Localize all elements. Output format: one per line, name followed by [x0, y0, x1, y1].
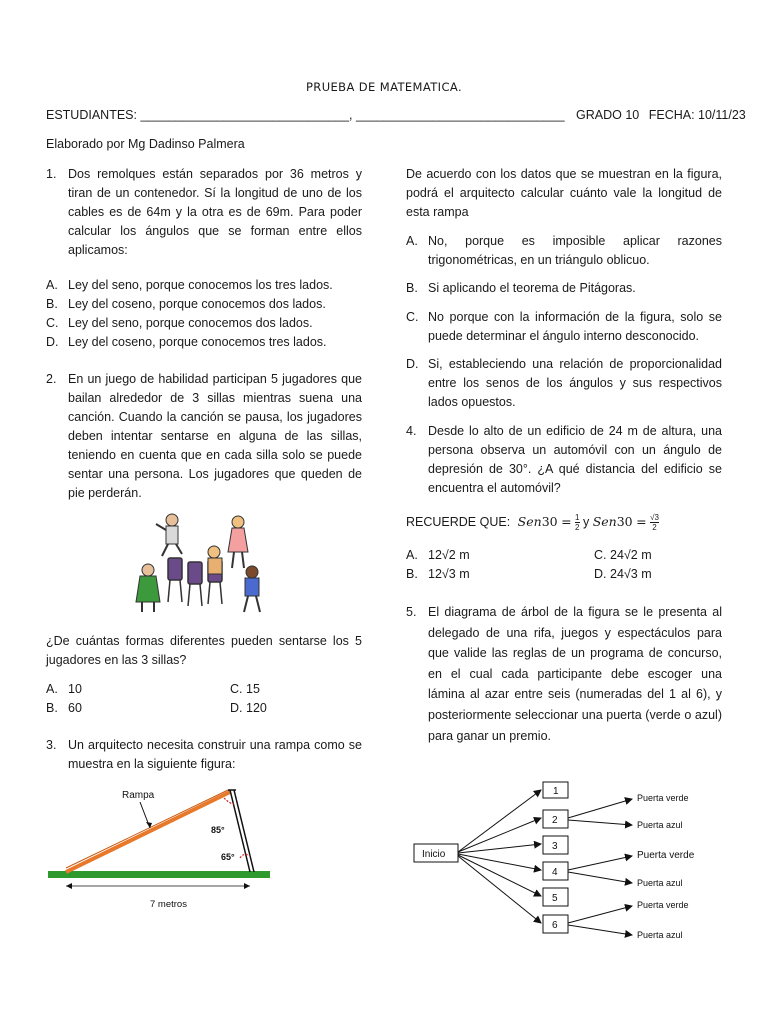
tree-node-6 — [543, 915, 568, 933]
tree-diagram — [410, 780, 730, 942]
ramp-line — [66, 792, 230, 872]
option-letter: C. — [406, 310, 419, 324]
option-text: Ley del seno, porque conocemos dos lados. — [68, 316, 313, 330]
question-number: 1. — [46, 167, 57, 181]
tree-node-1 — [543, 782, 568, 798]
door-label: Puerta verde — [637, 900, 689, 910]
equals-sign: = — [561, 514, 572, 529]
fraction-half — [575, 513, 579, 532]
door-label: Puerta verde — [637, 850, 695, 861]
header-line — [46, 108, 746, 122]
numerator: 1 — [575, 513, 580, 523]
ground-bar — [48, 871, 270, 878]
option-text: 24√2 m — [610, 548, 652, 562]
question-text: ¿De cuántas formas diferentes pueden sentarse los 5 jugadores en las 3 sillas? — [46, 634, 362, 667]
question-text: El diagrama de árbol de la figura se le presenta al delegado de una rifa, juegos y espectáculos para que valide las reglas de un programa de concurso, en el cual cada participante debe escoger una lámina al azar entre seis (numeradas del 1 al 6), y posteriormente seleccionar una puerta (verde o azul) para ganar un premio. — [428, 605, 722, 743]
option-text: 12√3 m — [428, 567, 470, 581]
option-letter: D. — [594, 567, 607, 581]
option-text: Ley del coseno, porque conocemos dos lados. — [68, 297, 326, 311]
option-letter: A. — [406, 234, 418, 248]
denominator: 2 — [575, 523, 580, 533]
question-text: Un arquitecto necesita construir una rampa como se muestra en la siguiente figura: — [68, 738, 362, 771]
ramp-label: Rampa — [122, 790, 155, 801]
option-letter: B. — [406, 281, 418, 295]
ramp-figure — [44, 782, 274, 912]
question-number: 5. — [406, 605, 417, 619]
option-letter: A. — [46, 682, 58, 696]
fraction-root3 — [650, 513, 659, 532]
option-letter: B. — [46, 297, 58, 311]
sen-angle: 30 — [541, 514, 558, 529]
option-text: 12√2 m — [428, 548, 470, 562]
question-number: 2. — [46, 372, 57, 386]
option-text: No porque con la información de la figura, solo se puede determinar el ángulo interno desconocido. — [428, 310, 722, 343]
question-text: Desde lo alto de un edificio de 24 m de altura, una persona observa un automóvil con un ángulo de depresión de 30°. ¿A qué distancia del edificio se encuentra el automóvil? — [428, 424, 722, 495]
option-letter: B. — [406, 567, 418, 581]
tree-node-5 — [543, 888, 568, 906]
numerator: √3 — [650, 513, 659, 523]
door-label: Puerta verde — [637, 793, 689, 803]
dancer-icon — [136, 564, 160, 612]
option-text: No, porque es imposible aplicar razones trigonométricas, en un triángulo oblicuo. — [428, 234, 722, 267]
question-text: Dos remolques están separados por 36 metros y tiran de un contenedor. Sí la longitud de uno de los cables es de 64m y la otra es de 69m. Para poder calcular los ángulos que se forman entre ellos aplicamos: — [68, 167, 362, 257]
option-letter: D. — [230, 701, 243, 715]
dancer-icon — [228, 516, 248, 568]
angle-label-top: 85° — [211, 825, 225, 835]
students-label: ESTUDIANTES: ______________________________, ______________________________ — [46, 108, 565, 122]
option-text: 24√3 m — [610, 567, 652, 581]
date-label: FECHA: 10/11/23 — [648, 108, 746, 122]
option-text: Ley del coseno, porque conocemos tres lados. — [68, 335, 327, 349]
option-text: 15 — [246, 682, 260, 696]
option-letter: A. — [406, 548, 418, 562]
page-title: PRUEBA DE MATEMATICA. — [305, 80, 463, 94]
grade-label: GRADO 10 — [576, 108, 640, 122]
option-letter: C. — [230, 682, 243, 696]
angle-mark-bottom — [240, 854, 250, 858]
dancer-icon — [208, 546, 222, 574]
sen-word: Sen — [517, 514, 542, 529]
dancer-icon — [156, 514, 182, 556]
tree-node-2 — [543, 810, 568, 828]
question-number: 4. — [406, 424, 417, 438]
node-label: 1 — [553, 786, 559, 797]
node-label: 5 — [552, 893, 558, 904]
and-word: y — [582, 515, 590, 529]
question-text: De acuerdo con los datos que se muestran en la figura, podrá el arquitecto calcular cuánto vale la longitud de esta rampa — [406, 167, 722, 219]
tree-node-4 — [543, 862, 568, 880]
option-letter: C. — [594, 548, 607, 562]
tree-branches — [458, 790, 541, 923]
dancer-icon — [244, 566, 260, 612]
node-label: 3 — [552, 841, 558, 852]
tree-node-3 — [543, 836, 568, 854]
option-text: 120 — [246, 701, 267, 715]
author-line: Elaborado por Mg Dadinso Palmera — [46, 137, 245, 151]
recall-label: RECUERDE QUE: — [406, 515, 511, 529]
door-label: Puerta azul — [637, 878, 683, 888]
option-text: 10 — [68, 682, 82, 696]
chairs-game-illustration — [130, 510, 270, 615]
door-label: Puerta azul — [637, 930, 683, 940]
option-letter: D. — [406, 357, 419, 371]
angle-label-bottom: 65° — [221, 852, 235, 862]
question-text: En un juego de habilidad participan 5 jugadores que bailan alrededor de 3 sillas mientras suena una canción. Cuando la canción se pausa, los jugadores deben intentar sentarse en alguna de las sillas, teniendo en cuenta que en cada silla solo se puede sentar una persona. Los jugadores que queden de pie perderán. — [68, 372, 362, 500]
equals-sign-2: = — [636, 514, 647, 529]
tree-start-label: Inicio — [422, 849, 446, 860]
option-text: Ley del seno, porque conocemos los tres lados. — [68, 278, 333, 292]
option-letter: A. — [46, 278, 58, 292]
node-label: 6 — [552, 920, 558, 931]
option-text: Si, estableciendo una relación de proporcionalidad entre los senos de los ángulos y sus respectivos lados opuestos. — [428, 357, 722, 409]
node-label: 4 — [552, 867, 558, 878]
node-label: 2 — [552, 815, 558, 826]
sen-angle-2: 30 — [616, 514, 633, 529]
door-label: Puerta azul — [637, 820, 683, 830]
option-letter: D. — [46, 335, 59, 349]
option-text: Si aplicando el teorema de Pitágoras. — [428, 281, 636, 295]
option-letter: C. — [46, 316, 59, 330]
denominator: 2 — [652, 523, 657, 533]
option-letter: B. — [46, 701, 58, 715]
option-text: 60 — [68, 701, 82, 715]
sen-word-2: Sen — [592, 514, 617, 529]
question-number: 3. — [46, 738, 57, 752]
door-branches — [568, 799, 632, 935]
recall-formula — [406, 512, 659, 532]
base-label: 7 metros — [150, 899, 187, 910]
